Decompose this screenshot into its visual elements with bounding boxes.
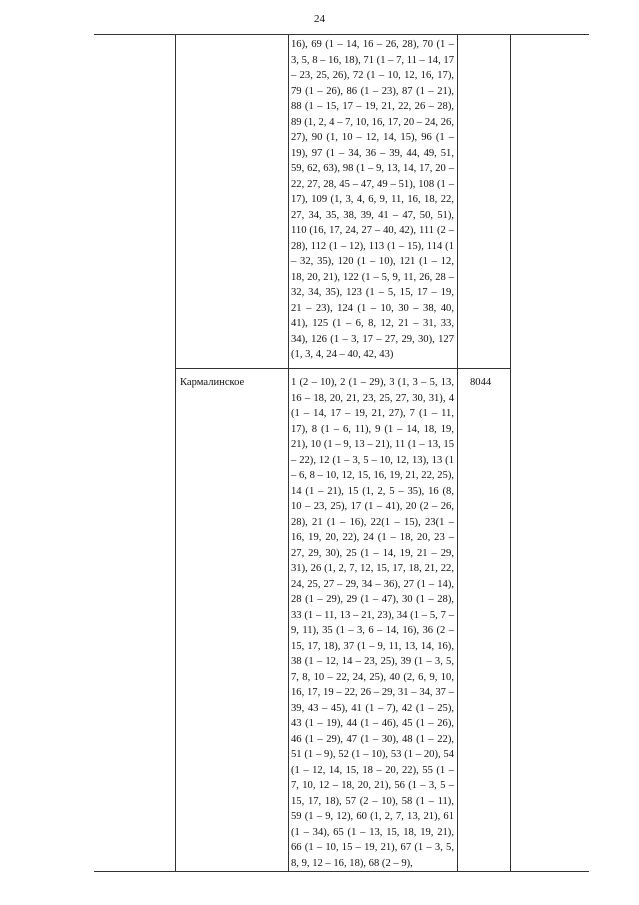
- district-name: Кармалинское: [180, 377, 245, 388]
- column-divider-2: [288, 34, 289, 871]
- row-divider: [175, 368, 510, 369]
- table-top-border: [94, 34, 589, 35]
- column-divider-4: [510, 34, 511, 871]
- page-number: 24: [314, 13, 325, 25]
- column-divider-1: [175, 34, 176, 871]
- area-value: 8044: [470, 377, 492, 388]
- cadastral-blocks-text: 16), 69 (1 – 14, 16 – 26, 28), 70 (1 – 3, 5, 8 – 16, 18), 71 (1 – 7, 11 – 14, 17 – 23, 25, 26), 72 (1 – 10, 12, 16, 17), 79 (1 – 26), 86 (1 – 23), 87 (1 – 21), 88 (1 – 15, 17 – 19, 21, 22, 26 – 28), 89 (1, 2, 4 – 7, 10, 16, 17, 20 – 24, 26, 27), 90 (1, 10 – 12, 14, 15), 96 (1 – 19), 97 (1 – 34, 36 – 39, 44, 49, 51, 59, 62, 63), 98 (1 – 9, 13, 14, 17, 20 – 22, 27, 28, 45 – 47, 49 – 51), 108 (1 – 17), 109 (1, 3, 4, 6, 9, 11, 16, 18, 22, 27, 34, 35, 38, 39, 41 – 47, 50, 51), 110 (16, 17, 24, 27 – 40, 42), 111 (2 – 28), 112 (1 – 12), 113 (1 – 15), 114 (1 – 32, 35), 120 (1 – 10), 121 (1 – 12, 18, 20, 21), 122 (1 – 5, 9, 11, 26, 28 – 32, 34, 35), 123 (1 – 5, 15, 17 – 19, 21 – 23), 124 (1 – 10, 30 – 38, 40, 41), 125 (1 – 6, 8, 12, 21 – 31, 33, 34), 126 (1 – 3, 17 – 27, 29, 30), 127 (1, 3, 4, 24 – 40, 42, 43): [291, 39, 454, 360]
- column-divider-3: [457, 34, 458, 871]
- table-bottom-border: [94, 871, 589, 872]
- cadastral-blocks-text: 1 (2 – 10), 2 (1 – 29), 3 (1, 3 – 5, 13, 16 – 18, 20, 21, 23, 25, 27, 30, 31), 4 (1 – 14, 17 – 19, 21, 27), 7 (1 – 11, 17), 8 (1 – 6, 11), 9 (1 – 14, 18, 19, 21), 10 (1 – 9, 13 – 21), 11 (1 – 13, 15 – 22), 12 (1 – 3, 5 – 10, 12, 13), 13 (1 – 6, 8 – 10, 12, 15, 16, 19, 21, 22, 25), 14 (1 – 21), 15 (1, 2, 5 – 35), 16 (8, 10 – 23, 25), 17 (1 – 41), 20 (2 – 26, 28), 21 (1 – 16), 22(1 – 15), 23(1 – 16, 19, 20, 22), 24 (1 – 18, 20, 23 – 27, 29, 30), 25 (1 – 14, 19, 21 – 29, 31), 26 (1, 2, 7, 12, 15, 17, 18, 21, 22, 24, 25, 27 – 29, 34 – 36), 27 (1 – 14), 28 (1 – 29), 29 (1 – 47), 30 (1 – 28), 33 (1 – 11, 13 – 21, 23), 34 (1 – 5, 7 – 9, 11), 35 (1 – 3, 6 – 14, 16), 36 (2 – 15, 17, 18), 37 (1 – 9, 11, 13, 14, 16), 38 (1 – 12, 14 – 23, 25), 39 (1 – 3, 5, 7, 8, 10 – 22, 24, 25), 40 (2, 6, 9, 10, 16, 17, 19 – 22, 26 – 29, 31 – 34, 37 – 39, 43 – 45), 41 (1 – 7), 42 (1 – 25), 43 (1 – 19), 44 (1 – 46), 45 (1 – 26), 46 (1 – 29), 47 (1 – 30), 48 (1 – 22), 51 (1 – 9), 52 (1 – 10), 53 (1 – 20), 54 (1 – 12, 14, 15, 18 – 20, 22), 55 (1 – 7, 10, 12 – 18, 20, 21), 56 (1 – 3, 5 – 15, 17, 18), 57 (2 – 10), 58 (1 – 11), 59 (1 – 9, 12), 60 (1, 2, 7, 13, 21), 61 (1 – 34), 65 (1 – 13, 15, 18, 19, 21), 66 (1 – 10, 15 – 19, 21), 67 (1 – 3, 5, 8, 9, 12 – 16, 18), 68 (2 – 9),: [291, 377, 454, 869]
